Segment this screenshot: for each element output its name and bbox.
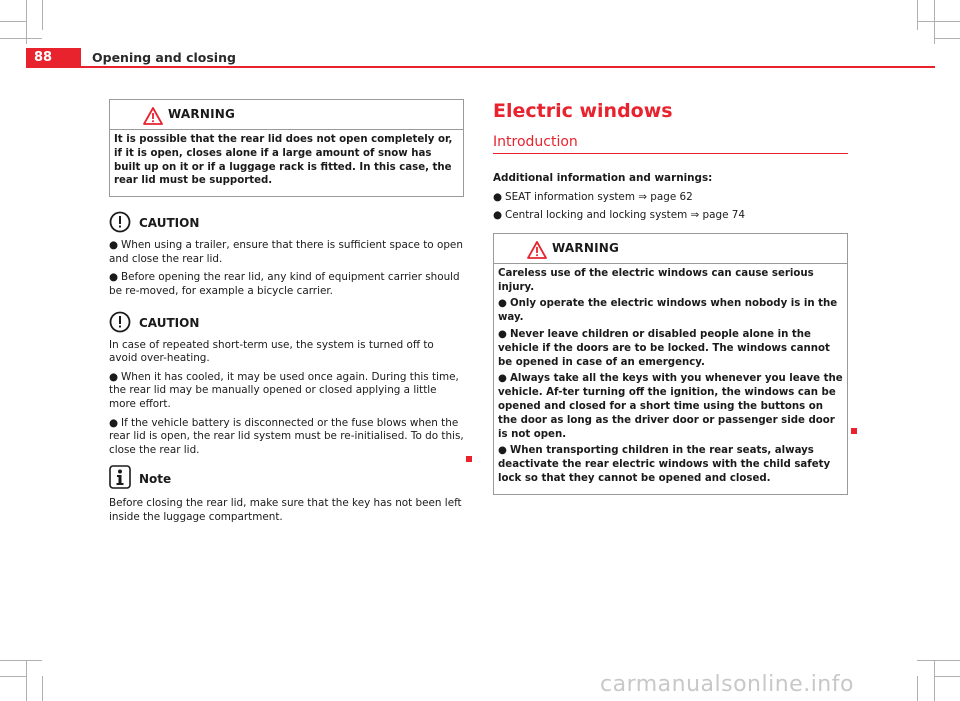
- crop-mark: [0, 676, 26, 677]
- warning-triangle-icon: [527, 241, 547, 259]
- note-text: Before closing the rear lid, make sure that the key has not been left inside the luggage compartment.: [109, 497, 462, 523]
- section-end-marker: [466, 456, 472, 462]
- note-label: Note: [139, 472, 172, 487]
- warning-text: It is possible that the rear lid does not open completely or, if it is open, closes alone if a large amount of snow has built up on it or if a luggage rack is fitted. In this case, the rear lid must be supported.: [114, 134, 453, 187]
- crop-mark: [42, 0, 43, 30]
- reference-item: [493, 209, 848, 223]
- bullet: ●: [109, 416, 119, 429]
- caution-label: CAUTION: [139, 315, 200, 330]
- crop-mark: [42, 676, 43, 701]
- caution-item: [109, 371, 464, 412]
- warning-triangle-icon: [143, 107, 163, 125]
- bullet: ●: [493, 190, 503, 203]
- crop-mark: [0, 38, 42, 39]
- caution-item: [109, 271, 464, 298]
- caution-item-text: When it has cooled, it may be used once again. During this time, the rear lid may be manually opened or closed applying a little more effort.: [109, 370, 459, 410]
- warning-label: WARNING: [552, 240, 620, 255]
- warning-item: [498, 444, 843, 485]
- watermark: carmanualsonline.info: [600, 672, 854, 697]
- caution-item-text: If the vehicle battery is disconnected or the fuse blows when the rear lid is open, the rear lid system must be re-initialised. To do this, close the rear lid.: [109, 416, 464, 456]
- warning-box: [109, 99, 464, 197]
- chapter-title: Electric windows: [493, 100, 673, 122]
- crop-mark: [26, 660, 27, 701]
- subsection-title: Introduction: [493, 133, 848, 154]
- reference-link[interactable]: SEAT information system ⇒ page 62: [505, 190, 693, 203]
- caution-circle-icon: [109, 311, 131, 333]
- warning-item-text: Only operate the electric windows when nobody is in the way.: [498, 298, 838, 324]
- warning-item: [498, 328, 843, 369]
- bullet: ●: [498, 373, 507, 385]
- warning-header: [494, 234, 847, 264]
- note-header: [109, 471, 464, 495]
- left-column: [109, 99, 464, 530]
- caution-item: [109, 417, 464, 458]
- crop-mark: [934, 660, 935, 701]
- caution-item-text: Before opening the rear lid, any kind of equipment carrier should be re-moved, for example a bicycle carrier.: [109, 271, 460, 297]
- bullet: ●: [109, 271, 119, 284]
- crop-mark: [917, 21, 960, 22]
- warning-box: [493, 233, 848, 495]
- page-number: 88: [34, 50, 53, 65]
- reference-link[interactable]: Central locking and locking system ⇒ page 74: [505, 209, 746, 222]
- warning-header: [110, 100, 463, 130]
- bullet: ●: [498, 445, 507, 457]
- warning-label: WARNING: [168, 107, 236, 121]
- warning-item-text: Never leave children or disabled people alone in the vehicle if the doors are to be locked. The windows cannot be opened in case of an emergency.: [498, 328, 830, 368]
- caution-header: [109, 313, 464, 335]
- crop-mark: [935, 38, 960, 39]
- crop-mark: [934, 676, 960, 677]
- crop-mark: [0, 660, 42, 661]
- warning-body: [110, 130, 463, 196]
- crop-mark: [0, 21, 26, 22]
- bullet: ●: [498, 328, 507, 340]
- section-end-marker: [851, 428, 857, 434]
- warning-item-text: When transporting children in the rear seats, always deactivate the rear electric windows with the child safety lock so that they cannot be opened and closed.: [498, 445, 831, 484]
- warning-item: [498, 372, 843, 441]
- header-rule: [26, 66, 935, 68]
- crop-mark: [917, 676, 918, 701]
- caution-intro: In case of repeated short-term use, the system is turned off to avoid over-heating.: [109, 338, 434, 365]
- warning-body: [494, 264, 847, 494]
- warning-intro: Careless use of the electric windows can cause serious injury.: [498, 267, 814, 293]
- bullet: ●: [109, 239, 119, 252]
- section-title: Opening and closing: [92, 50, 236, 65]
- bullet: ●: [109, 370, 119, 383]
- warning-item-text: Always take all the keys with you whenever you leave the vehicle. Af-ter turning off the ignition, the windows can be opened and closed for a short time using the buttons on the door as long as the driver door or passenger side door is not open.: [498, 373, 843, 440]
- reference-item: [493, 191, 848, 205]
- bullet: ●: [498, 298, 507, 310]
- caution-circle-icon: [109, 211, 131, 233]
- caution-item: [109, 239, 464, 266]
- caution-header: [109, 213, 464, 235]
- warning-item: [498, 297, 843, 325]
- bullet: ●: [493, 209, 503, 222]
- intro-label: Additional information and warnings:: [493, 172, 713, 184]
- caution-item-text: When using a trailer, ensure that there is sufficient space to open and close the rear lid.: [109, 239, 463, 265]
- right-column: [493, 99, 848, 495]
- info-note-icon: [109, 465, 131, 489]
- caution-label: CAUTION: [139, 216, 200, 231]
- crop-mark: [917, 660, 960, 661]
- crop-mark: [917, 0, 918, 30]
